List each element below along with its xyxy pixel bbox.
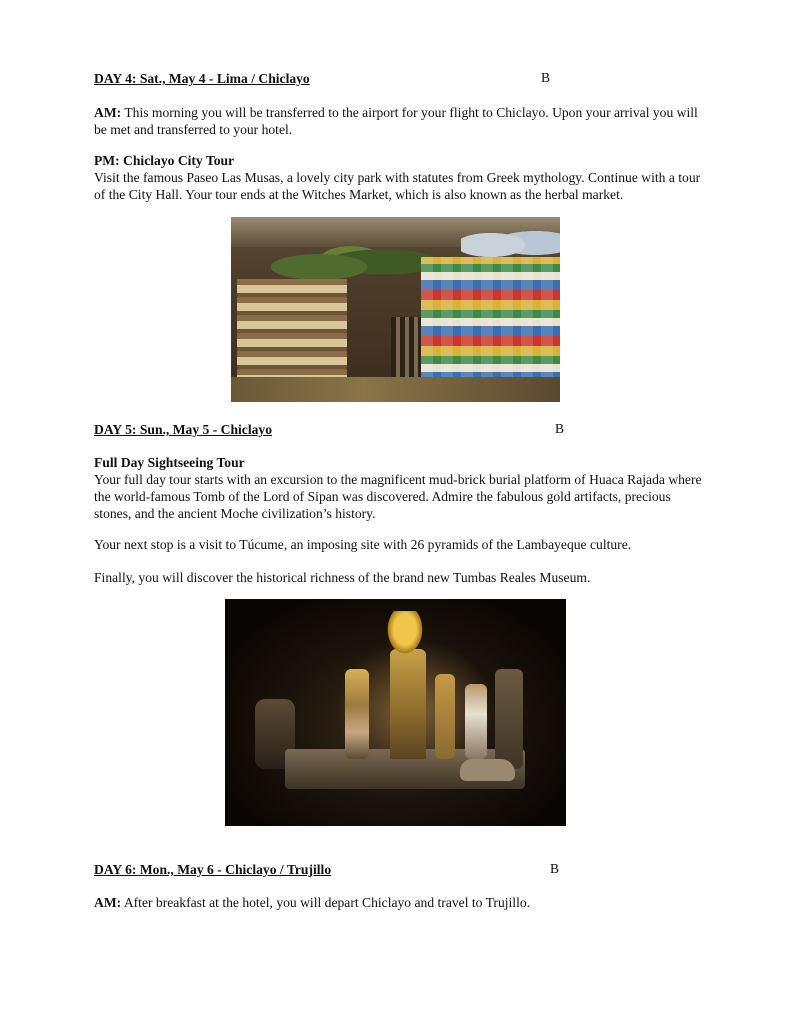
day5-heading: DAY 5: Sun., May 5 - Chiclayo — [94, 422, 272, 437]
day5-paragraph-3: Finally, you will discover the historical richness of the brand new Tumbas Reales Museum. — [94, 570, 591, 585]
tumbas-reales-museum-photo — [225, 599, 566, 826]
witches-market-photo — [231, 217, 560, 402]
day4-meal-code: B — [541, 70, 551, 85]
day6-am-paragraph — [94, 894, 704, 911]
day4-heading: DAY 4: Sat., May 4 - Lima / Chiclayo — [94, 71, 310, 86]
day5-tour-label — [94, 454, 704, 471]
day6-heading: DAY 6: Mon., May 6 - Chiclayo / Trujillo — [94, 862, 332, 877]
day5-tour-text: Your full day tour starts with an excursion to the magnificent mud-brick burial platform of Huaca Rajada where the world-famous Tomb of the Lord of Sipan was discovered. Admire the fabulous gold artifacts, precious stones, and the ancient Moche civilization’s history. — [94, 472, 702, 521]
day4-am-text: This morning you will be transferred to the airport for your flight to Chiclayo. Upon your arrival you will be met and transferred to your hotel. — [94, 105, 698, 137]
day4-pm-label-text: PM: Chiclayo City Tour — [94, 153, 235, 168]
day6-am-text: After breakfast at the hotel, you will depart Chiclayo and travel to Trujillo. — [121, 895, 531, 910]
day4-pm-label — [94, 152, 704, 169]
day6-am-label: AM: — [94, 895, 122, 910]
day4-am-label: AM: — [94, 105, 122, 120]
day5-meal-code: B — [555, 421, 565, 436]
day5-paragraph-2: Your next stop is a visit to Túcume, an imposing site with 26 pyramids of the Lambayeque culture. — [94, 537, 632, 552]
day5-tour-label-text: Full Day Sightseeing Tour — [94, 455, 245, 470]
day4-am-paragraph — [94, 104, 704, 138]
day6-meal-code: B — [550, 861, 560, 876]
day4-pm-text: Visit the famous Paseo Las Musas, a lovely city park with statutes from Greek mythology. Continue with a tour of the City Hall. Your tour ends at the Witches Market, which is also known as the herbal market. — [94, 170, 701, 202]
